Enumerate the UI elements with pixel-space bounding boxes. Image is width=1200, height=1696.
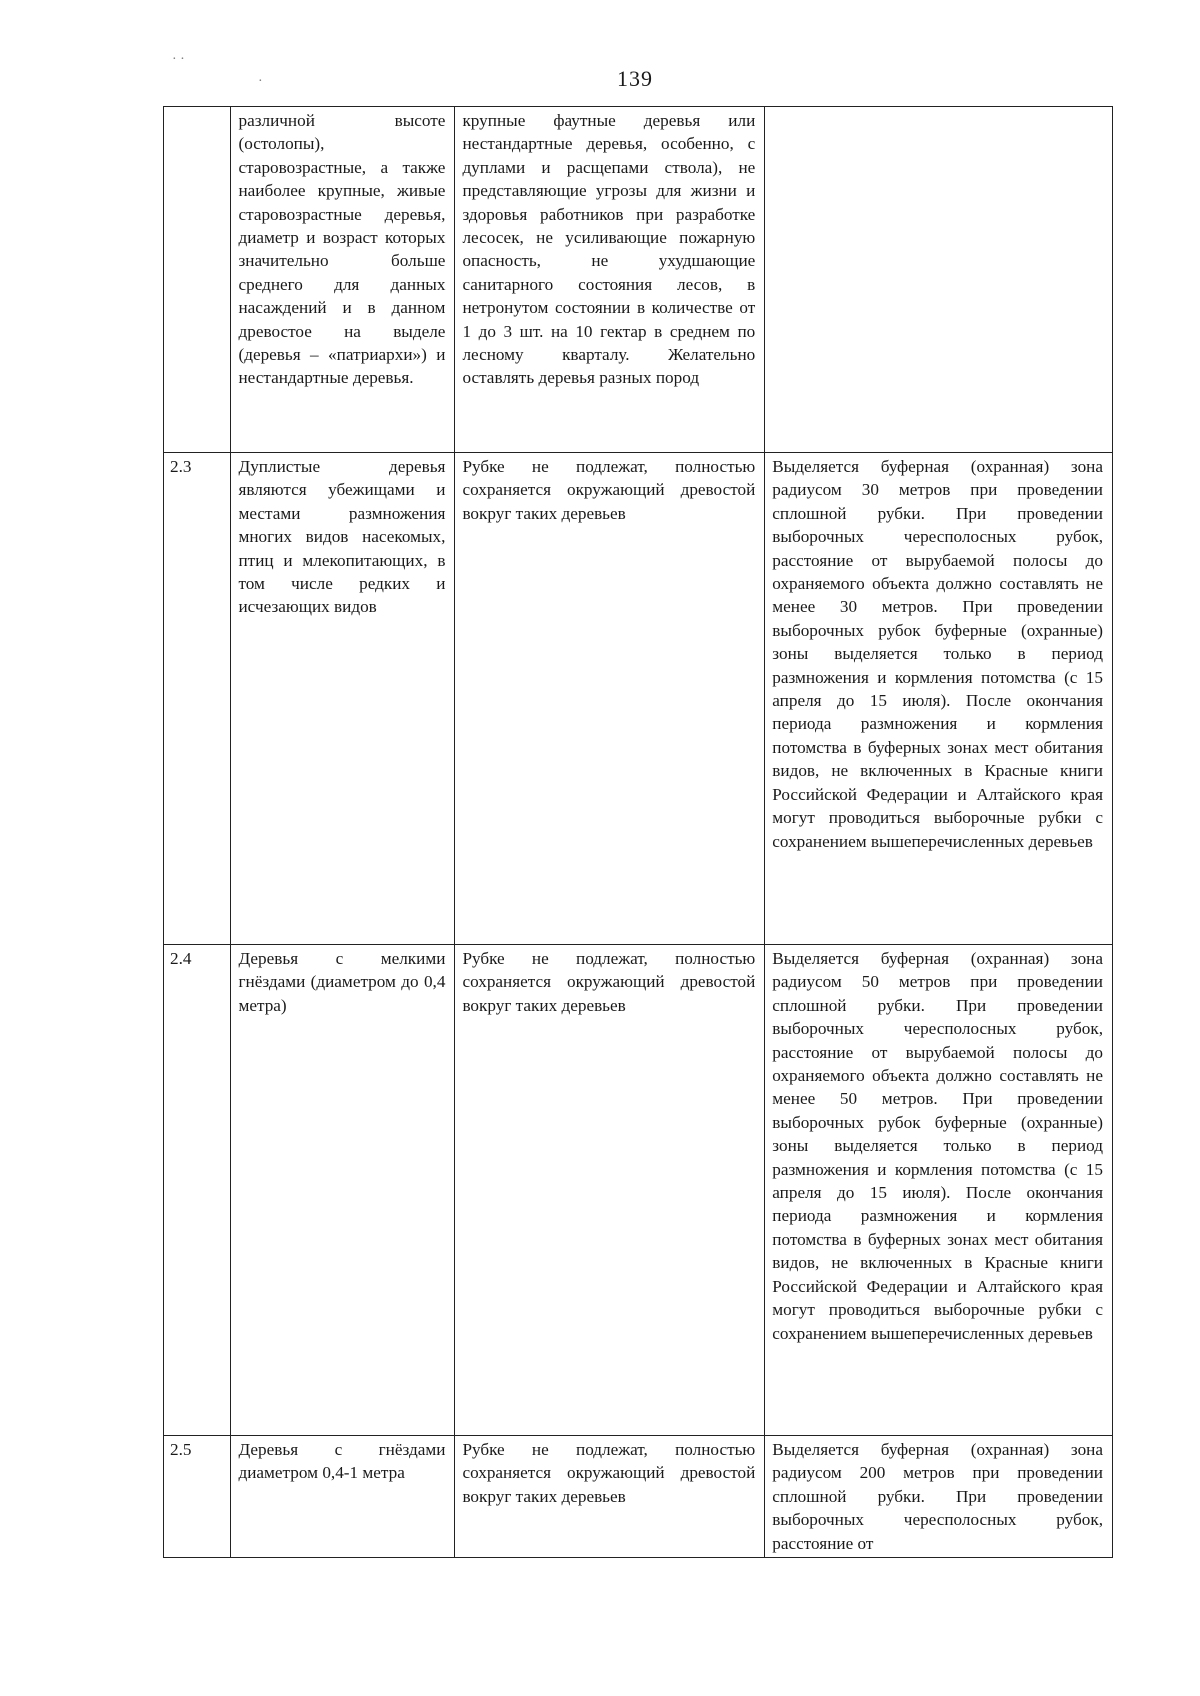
note-cell: Выделяется буферная (охранная) зона радиусом 200 метров при проведении сплошной рубки. При проведении выборочных чересполосных рубок, расстояние от — [765, 1436, 1113, 1558]
object-cell: различной высоте (остолопы), старовозрастные, а также наиболее крупные, живые старовозрастные деревья, диаметр и возраст которых значительно больше среднего для данных насаждений и в данном древостое на выделе (деревья – «патриархи») и нестандартные деревья. — [231, 107, 455, 453]
note-cell: Выделяется буферная (охранная) зона радиусом 50 метров при проведении сплошной рубки. При проведении выборочных чересполосных рубок, расстояние от вырубаемой полосы до охраняемого объекта должно составлять не менее 50 метров. При проведении выборочных рубок буферные (охранные) зоны выделяется только в период размножения и кормления потомства (с 15 апреля до 15 июля). После окончания периода размножения и кормления потомства в буферных зонах мест обитания видов, не включенных в Красные книги Российской Федерации и Алтайского края могут проводиться выборочные рубки с сохранением вышеперечисленных деревьев — [765, 945, 1113, 1436]
scan-speck: · · — [172, 52, 185, 67]
object-cell: Дуплистые деревья являются убежищами и местами размножения многих видов насекомых, птиц и млекопитающих, в том числе редких и исчезающих видов — [231, 453, 455, 945]
row-number: 2.4 — [164, 945, 231, 1436]
row-number: 2.5 — [164, 1436, 231, 1558]
page-number: 139 — [617, 66, 653, 91]
object-cell: Деревья с гнёздами диаметром 0,4-1 метра — [231, 1436, 455, 1558]
scan-speck: · — [258, 74, 263, 89]
note-cell: Выделяется буферная (охранная) зона радиусом 30 метров при проведении сплошной рубки. При проведении выборочных чересполосных рубок, расстояние от вырубаемой полосы до охраняемого объекта должно составлять не менее 30 метров. При проведении выборочных рубок буферные (охранные) зоны выделяется только в период размножения и кормления потомства (с 15 апреля до 15 июля). После окончания периода размножения и кормления потомства в буферных зонах мест обитания видов, не включенных в Красные книги Российской Федерации и Алтайского края могут проводиться выборочные рубки с сохранением вышеперечисленных деревьев — [765, 453, 1113, 945]
document-table — [163, 106, 1113, 1558]
table-row — [164, 1436, 1113, 1558]
object-cell: Деревья с мелкими гнёздами (диаметром до 0,4 метра) — [231, 945, 455, 1436]
note-cell — [765, 107, 1113, 453]
requirement-cell: Рубке не подлежат, полностью сохраняется окружающий древостой вокруг таких деревьев — [455, 1436, 765, 1558]
requirement-cell: Рубке не подлежат, полностью сохраняется окружающий древостой вокруг таких деревьев — [455, 945, 765, 1436]
table-row — [164, 107, 1113, 453]
table-row — [164, 453, 1113, 945]
row-number — [164, 107, 231, 453]
row-number: 2.3 — [164, 453, 231, 945]
table-row — [164, 945, 1113, 1436]
requirement-cell: Рубке не подлежат, полностью сохраняется окружающий древостой вокруг таких деревьев — [455, 453, 765, 945]
requirement-cell: крупные фаутные деревья или нестандартные деревья, особенно, с дуплами и расщепами ствола), не представляющие угрозы для жизни и здоровья работников при разработке лесосек, не усиливающие пожарную опасность, не ухудшающие санитарного состояния лесов, в нетронутом состоянии в количестве от 1 до 3 шт. на 10 гектар в среднем по лесному кварталу. Желательно оставлять деревья разных пород — [455, 107, 765, 453]
